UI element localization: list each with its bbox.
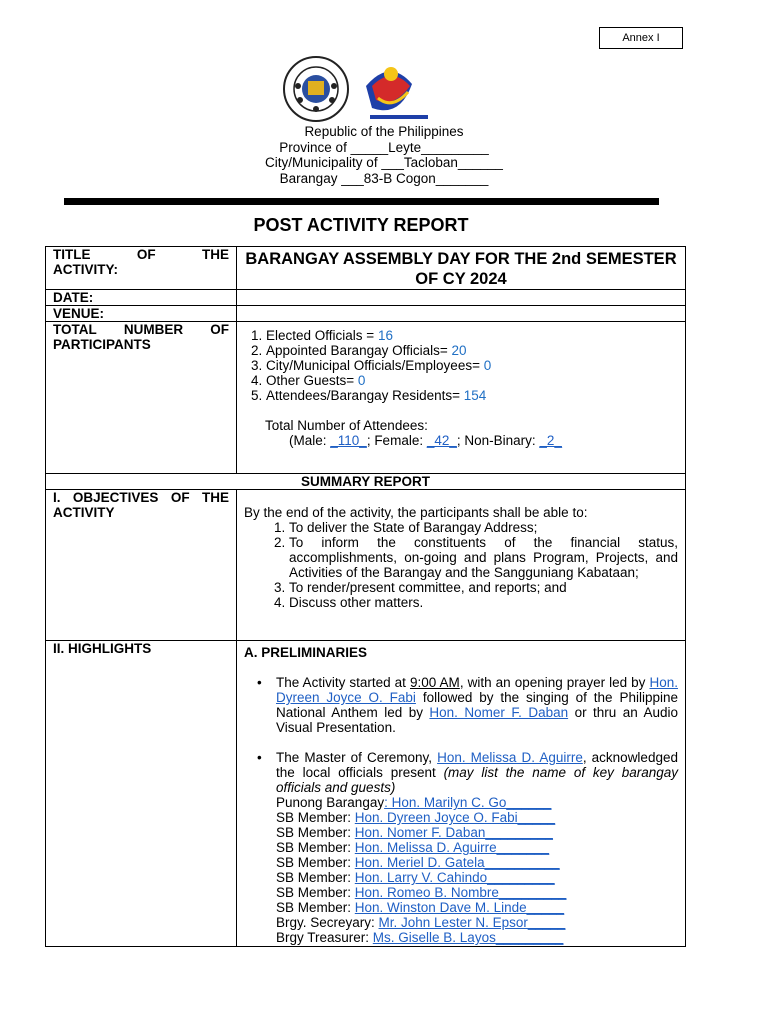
anthem-leader-link[interactable]: Hon. Nomer F. Daban (429, 705, 569, 720)
official-entry: SB Member: Hon. Meriel D. Gatela__________ (276, 855, 560, 870)
highlights-field (237, 641, 686, 947)
objectives-row (46, 490, 686, 641)
province-value: _____Leyte_________ (350, 139, 489, 155)
official-entry: SB Member: Hon. Melissa D. Aguirre_______ (276, 840, 550, 855)
official-entry: SB Member: Hon. Romeo B. Nombre_________ (276, 885, 567, 900)
official-entry: Punong Barangay: Hon. Marilyn C. Go______ (276, 795, 552, 810)
summary-heading: SUMMARY REPORT (46, 474, 686, 490)
official-entry: Brgy Treasurer: Ms. Giselle B. Layos_________ (276, 930, 564, 945)
total-attendees-label: Total Number of Attendees: (265, 418, 428, 433)
report-form-table (45, 246, 686, 947)
official-entry: Brgy. Secreyary: Mr. John Lester N. Epsor_____ (276, 915, 566, 930)
officials-list (276, 795, 678, 945)
list-item: 3. City/Municipal Officials/Employees= 0 (266, 358, 678, 373)
header-divider (64, 198, 659, 205)
highlights-row (46, 641, 686, 947)
annex-label: Annex I (599, 27, 683, 49)
province-line: Province of _____Leyte_________ (279, 139, 489, 155)
title-row (46, 247, 686, 290)
barangay-seal-logo (284, 57, 348, 121)
list-item: 3. To render/present committee, and reports; and (289, 580, 678, 595)
highlights-label: II. HIGHLIGHTS (46, 641, 237, 947)
venue-field[interactable] (237, 306, 686, 322)
list-item: • The Master of Ceremony, Hon. Melissa D. Aguirre, acknowledged the local officials present (may list the name of key barangay officials and guests) Punong Barangay: Hon. Marilyn C. Go______ SB Member: Hon. Dyreen Joyce O. Fabi_____ SB Member: Hon. Nomer F. Daban_________ SB Member: Hon. Melissa D. Aguirre_______ SB Member: Hon. Meriel D. Gatela__________ SB Member: Hon. Larry V. Cahindo_________ SB Member: Hon. Romeo B. Nombre_________ SB Member: Hon. Winston Dave M. Linde_____ Brgy. Secreyary: Mr. John Lester N. Epsor_____ Brgy Treasurer: Ms. Giselle B. Layos_________ (257, 750, 678, 945)
venue-row (46, 306, 686, 322)
objectives-list (244, 520, 678, 610)
bullet-icon: • (257, 675, 262, 690)
official-entry: SB Member: Hon. Larry V. Cahindo_________ (276, 870, 555, 885)
document-header (0, 124, 768, 186)
official-entry: SB Member: Hon. Winston Dave M. Linde_____ (276, 900, 565, 915)
list-item: 4. Other Guests= 0 (266, 373, 678, 388)
list-item: 4. Discuss other matters. (289, 595, 678, 610)
objectives-label: I. OBJECTIVES OF THE ACTIVITY (46, 490, 237, 641)
official-entry: SB Member: Hon. Nomer F. Daban_________ (276, 825, 553, 840)
nonbinary-count: _2_ (539, 433, 562, 448)
participants-row (46, 322, 686, 474)
barangay-line: Barangay ___83-B Cogon_______ (279, 170, 489, 186)
female-count: _42_ (426, 433, 457, 448)
activity-title[interactable]: BARANGAY ASSEMBLY DAY FOR THE 2nd SEMESTER OF CY 2024 (237, 247, 686, 290)
list-item: • The Activity started at 9:00 AM, with an opening prayer led by Hon. Dyreen Joyce O. Fabi followed by the singing of the Philippine National Anthem led by Hon. Nomer F. Daban or thru an Audio Visual Presentation. (257, 675, 679, 735)
start-time: 9:00 AM (409, 675, 460, 690)
city-line: City/Municipality of ___Tacloban______ (265, 155, 503, 170)
date-field[interactable] (237, 290, 686, 306)
city-value: ___Tacloban______ (381, 155, 503, 170)
attendee-breakdown: (Male: _110_; Female: _42_; Non-Binary: _2_ (289, 433, 562, 448)
participants-field (237, 322, 686, 474)
participants-list (244, 328, 678, 403)
list-item: 1. Elected Officials = 16 (266, 328, 678, 343)
official-entry: SB Member: Hon. Dyreen Joyce O. Fabi_____ (276, 810, 556, 825)
venue-label: VENUE: (46, 306, 237, 322)
date-row (46, 290, 686, 306)
male-count: _110_ (330, 433, 367, 448)
bagong-pilipinas-logo (366, 67, 430, 122)
summary-heading-row (46, 474, 686, 490)
title-label: TITLE OF THE ACTIVITY: (46, 247, 237, 290)
list-item: 2. Appointed Barangay Officials= 20 (266, 343, 678, 358)
objectives-intro: By the end of the activity, the participants shall be able to: (244, 505, 588, 520)
barangay-value: ___83-B Cogon_______ (341, 170, 489, 186)
header-logos (282, 56, 452, 124)
preliminaries-heading: A. PRELIMINARIES (244, 645, 368, 660)
list-item: 2. To inform the constituents of the financial status, accomplishments, on-going and plans Program, Projects, and Activities of the Barangay and the Sangguniang Kabataan; (289, 535, 678, 580)
report-title: POST ACTIVITY REPORT (253, 215, 469, 235)
prayer-leader-link[interactable]: Hon. Dyreen Joyce O. Fabi (276, 675, 679, 705)
master-of-ceremony-link[interactable]: Hon. Melissa D. Aguirre (437, 750, 583, 765)
objectives-field (237, 490, 686, 641)
participants-label: TOTAL NUMBER OF PARTICIPANTS (46, 322, 237, 474)
bullet-icon: • (257, 750, 262, 765)
republic-line: Republic of the Philippines (304, 124, 464, 139)
list-item: 1. To deliver the State of Barangay Address; (289, 520, 678, 535)
date-label: DATE: (46, 290, 237, 306)
list-item: 5. Attendees/Barangay Residents= 154 (266, 388, 678, 403)
